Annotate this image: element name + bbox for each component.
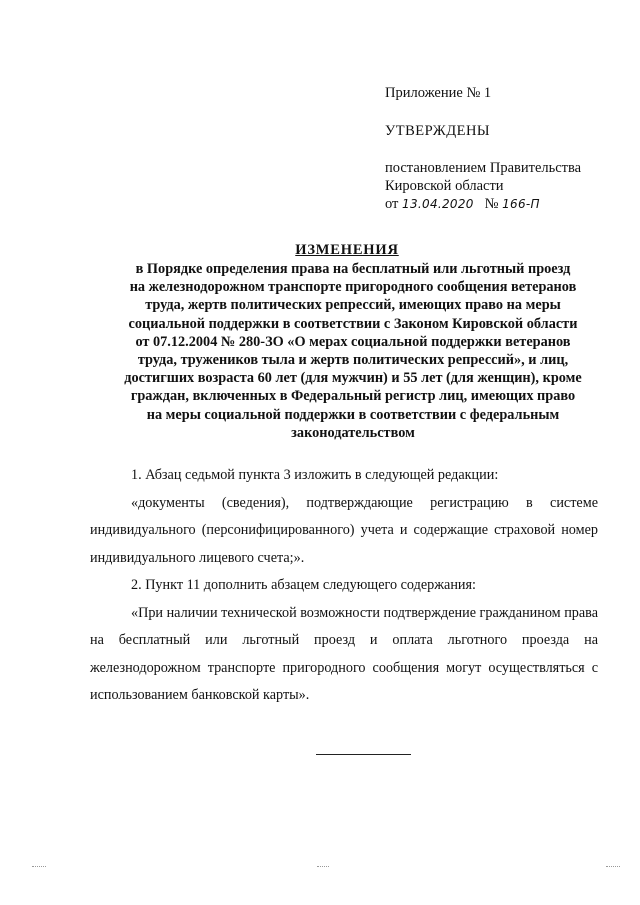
item-1-quote: «документы (сведения), подтверждающие регистрацию в системе индивидуального (персонифицированного) учета и содержащие страховой номер индивидуального лицевого счета;». xyxy=(90,494,598,566)
subtitle-line: достигших возраста 60 лет (для мужчин) и 55 лет (для женщин), кроме xyxy=(124,370,582,387)
item-1-heading: 1. Абзац седьмой пункта 3 изложить в следующей редакции: xyxy=(131,467,499,483)
subtitle-line: социальной поддержки в соответствии с Законом Кировской области xyxy=(128,315,578,332)
subtitle-line: от 07.12.2004 № 280-ЗО «О мерах социальной поддержки ветеранов xyxy=(135,333,571,350)
scan-speck xyxy=(317,866,329,868)
subtitle-line: на железнодорожном транспорте пригородного сообщения ветеранов xyxy=(129,279,577,296)
item-2-heading: 2. Пункт 11 дополнить абзацем следующего содержания: xyxy=(131,577,476,593)
decree-line-2: Кировской области xyxy=(385,178,504,194)
document-subtitle xyxy=(106,260,600,442)
appendix-number: Приложение № 1 xyxy=(385,85,492,101)
scan-speck xyxy=(32,866,46,868)
document-title: ИЗМЕНЕНИЯ xyxy=(295,242,399,258)
closing-separator-line xyxy=(316,754,411,755)
handwritten-date: 13.04.2020 xyxy=(402,197,474,211)
appendix-header xyxy=(385,84,615,213)
decree-date-line xyxy=(385,195,615,213)
handwritten-number: 166-П xyxy=(502,197,540,211)
date-prefix: от xyxy=(385,196,399,212)
document-body xyxy=(90,462,598,710)
scan-speck xyxy=(606,866,620,868)
subtitle-line: граждан, включенных в Федеральный регистр лиц, имеющих право xyxy=(130,388,576,405)
subtitle-line: в Порядке определения права на бесплатный или льготный проезд xyxy=(135,261,571,277)
approved-label: УТВЕРЖДЕНЫ xyxy=(385,123,491,139)
decree-line-1: постановлением Правительства xyxy=(385,160,582,176)
subtitle-line: труда, тружеников тыла и жертв политических репрессий», и лиц, xyxy=(137,352,569,369)
subtitle-line: законодательством xyxy=(291,424,415,441)
number-prefix: № xyxy=(484,196,499,212)
subtitle-line: на меры социальной поддержки в соответствии с федеральным xyxy=(146,406,560,423)
subtitle-line: труда, жертв политических репрессий, имеющих право на меры xyxy=(145,297,561,314)
scan-edge-marks xyxy=(0,866,640,876)
item-2-quote: «При наличии технической возможности подтверждение гражданином права на бесплатный или льготный проезд и оплата льготного проезда на железнодорожном транспорте пригородного сообщения могут осуществляться с использованием банковской карты». xyxy=(90,604,598,703)
